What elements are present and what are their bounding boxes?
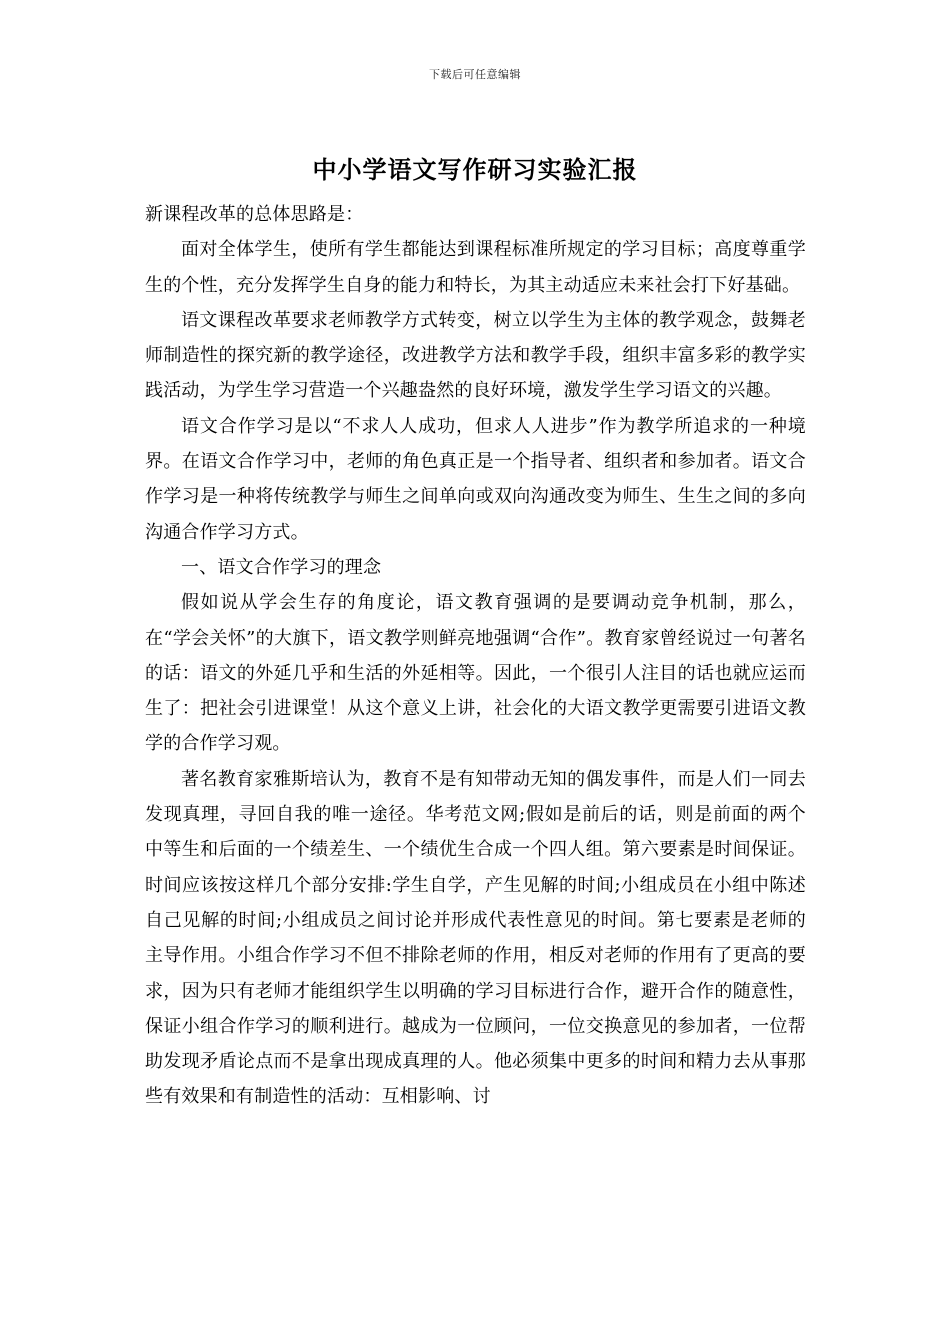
paragraph: 假如说从学会生存的角度论，语文教育强调的是要调动竞争机制，那么，在“学会关怀”的大旗下，语文教学则鲜亮地强调“合作”。教育家曾经说过一句著名的话：语文的外延几乎和生活的外延相等。因此，一个很引人注目的话也就应运而生了：把社会引进课堂！从这个意义上讲，社会化的大语文教学更需要引进语文教学的合作学习观。 [145,592,806,755]
paragraph: 语文合作学习是以“不求人人成功，但求人人进步”作为教学所追求的一种境界。在语文合作学习中，老师的角色真正是一个指导者、组织者和参加者。语文合作学习是一种将传统教学与师生之间单向或双向沟通改变为师生、生生之间的多向沟通合作学习方式。 [145,415,806,543]
paragraph: 面对全体学生，使所有学生都能达到课程标准所规定的学习目标；高度尊重学生的个性，充分发挥学生自身的能力和特长，为其主动适应未来社会打下好基础。 [145,239,806,296]
document-body [145,197,806,1115]
paragraph-intro: 新课程改革的总体思路是： [145,204,364,225]
document-title: 中小学语文写作研习实验汇报 [312,155,638,184]
section-heading: 一、语文合作学习的理念 [181,556,382,578]
header-note: 下载后可任意编辑 [429,68,521,81]
paragraph: 语文课程改革要求老师教学方式转变，树立以学生为主体的教学观念，鼓舞老师制造性的探究新的教学途径，改进教学方法和教学手段，组织丰富多彩的教学实践活动，为学生学习营造一个兴趣盎然的良好环境，激发学生学习语文的兴趣。 [145,309,806,402]
paragraph: 著名教育家雅斯培认为，教育不是有知带动无知的偶发事件，而是人们一同去发现真理，寻回自我的唯一途径。华考范文网;假如是前后的话，则是前面的两个中等生和后面的一个绩差生、一个绩优生合成一个四人组。第六要素是时间保证。时间应该按这样几个部分安排:学生自学，产生见解的时间;小组成员在小组中陈述自己见解的时间;小组成员之间讨论并形成代表性意见的时间。第七要素是老师的主导作用。小组合作学习不但不排除老师的作用，相反对老师的作用有了更高的要求，因为只有老师才能组织学生以明确的学习目标进行合作，避开合作的随意性，保证小组合作学习的顺利进行。越成为一位顾问，一位交换意见的参加者，一位帮助发现矛盾论点而不是拿出现成真理的人。他必须集中更多的时间和精力去从事那些有效果和有制造性的活动：互相影响、讨 [145,768,806,1108]
